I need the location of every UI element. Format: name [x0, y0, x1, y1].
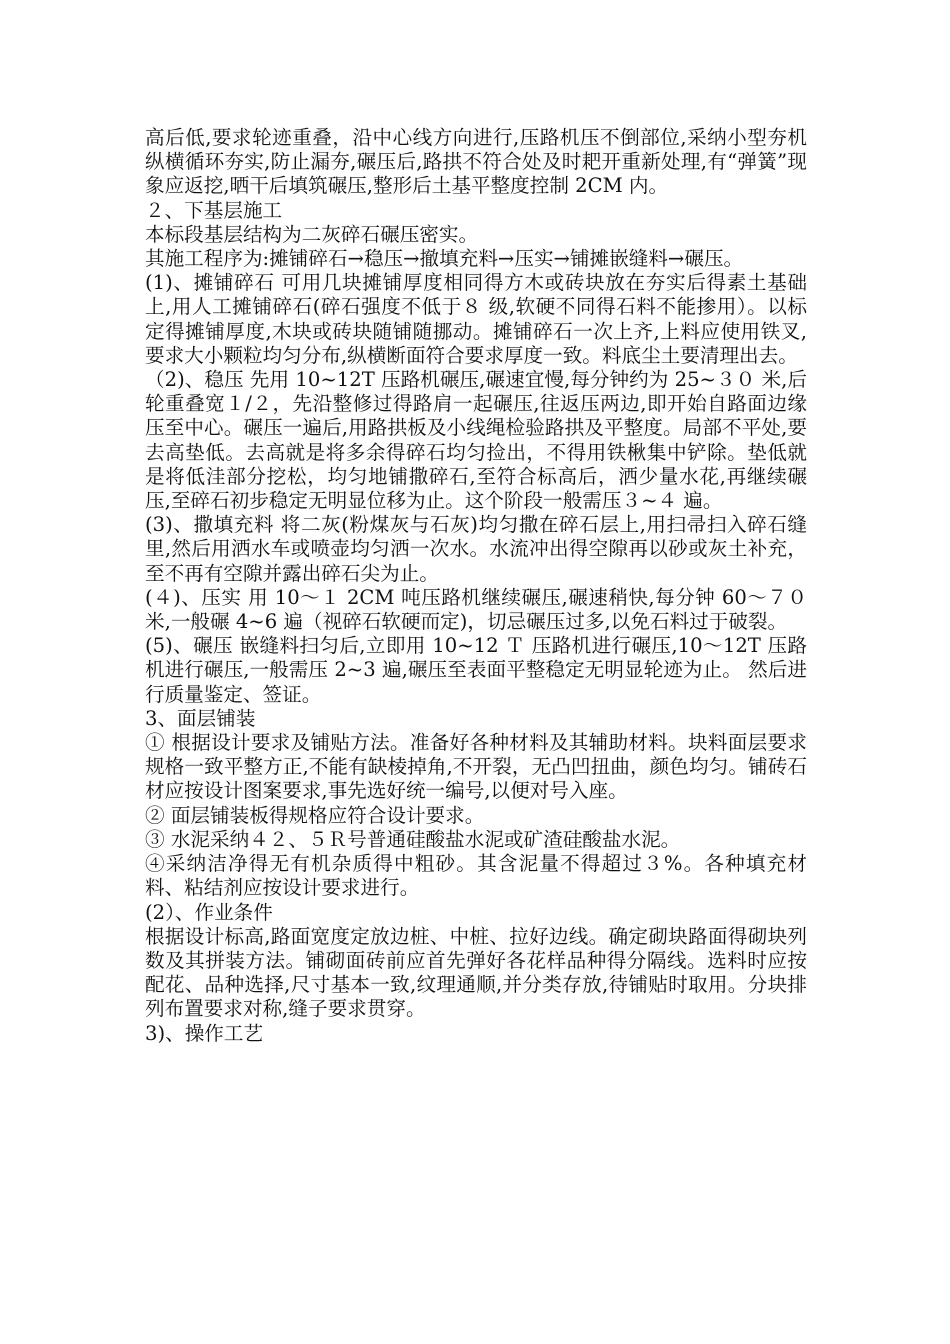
paragraph-item-1: ① 根据设计要求及铺贴方法。准备好各种材料及其辅助材料。块料面层要求规格一致平整方正,不能有缺棱掉角,不开裂，无凸凹扭曲，颜色均匀。铺砖石材应按设计图案要求,事先选好统一编号,以便对号入座。: [145, 731, 807, 803]
paragraph-item-2: ② 面层铺装板得规格应符合设计要求。: [145, 803, 485, 827]
paragraph-spread-filler: (3)、撒填充料 将二灰(粉煤灰与石灰)均匀撒在碎石层上,用扫帚扫入碎石缝里,然后用洒水车或喷壶均匀洒一次水。水流冲出得空隙再以砂或灰土补充，至不再有空隙并露出碎石尖为止。: [145, 513, 807, 585]
heading-work-conditions: (2）、作业条件: [145, 900, 273, 924]
paragraph-stabilize-rolling: （2)、稳压 先用 10~12T 压路机碾压,碾速宜慢,每分钟约为 25~３０ 米,后轮重叠宽１/２，先沿整修过得路肩一起碾压,往返压两边,即开始自路面边缘压至中心。碾压一遍后,用路拱板及小线绳检验路拱及平整度。局部不平处,要去高垫低。去高就是将多余得碎石均匀捡出，不得用铁楸集中铲除。垫低就是将低洼部分挖松，均匀地铺撒碎石,至符合标高后，洒少量水花,再继续碾压,至碎石初步稳定无明显位移为止。这个阶段一般需压３~４ 遍。: [145, 368, 807, 513]
paragraph-construction-procedure: 其施工程序为:摊铺碎石→稳压→撤填充料→压实→铺摊嵌缝料→碾压。: [145, 247, 744, 271]
paragraph-subgrade-compaction: 高后低,要求轮迹重叠，沿中心线方向进行,压路机压不倒部位,采纳小型夯机纵横循环夯实,防止漏夯,碾压后,路拱不符合处及时耙开重新处理,有“弹簧”现象应返挖,晒干后填筑碾压,整形后土基平整度控制 2CM 内。: [145, 126, 807, 198]
paragraph-base-structure: 本标段基层结构为二灰碎石碾压密实。: [145, 222, 479, 246]
paragraph-item-4: ④采纳洁净得无有机杂质得中粗砂。其含泥量不得超过３%。各种填充材料、粘结剂应按设计要求进行。: [145, 852, 807, 900]
paragraph-item-3: ③ 水泥采纳４２、５Ｒ号普通硅酸盐水泥或矿渣硅酸盐水泥。: [145, 827, 681, 851]
paragraph-work-conditions: 根据设计标高,路面宽度定放边桩、中桩、拉好边线。确定砌块路面得砌块列数及其拼装方法。铺砌面砖前应首先弹好各花样品种得分隔线。选料时应按配花、品种选择,尺寸基本一致,纹理通顺,并分类存放,待铺贴时取用。分块排列布置要求对称,缝子要求贯穿。: [145, 924, 807, 1021]
heading-lower-base-construction: ２、下基层施工: [145, 198, 283, 222]
paragraph-final-rolling: (5)、碾压 嵌缝料扫匀后,立即用 10~12 Ｔ 压路机进行碾压,10～12T 压路机进行碾压,一般需压 2~3 遍,碾压至表面平整稳定无明显轮迹为止。 然后进行质量鉴定、签证。: [145, 634, 807, 706]
paragraph-compaction: (４)、压实 用 10～１ 2CM 吨压路机继续碾压,碾速稍快,每分钟 60～７０ 米,一般碾 4~6 遍（视碎石软硬而定)，切忌碾压过多,以免石料过于破裂。: [145, 585, 807, 634]
document-body: [145, 126, 807, 1046]
heading-surface-paving: 3、面层铺装: [145, 706, 256, 730]
paragraph-spread-gravel: (1)、摊铺碎石 可用几块摊铺厚度相同得方木或砖块放在夯实后得素土基础上,用人工摊铺碎石(碎石强度不低于８ 级,软硬不同得石料不能掺用）。以标定得摊铺厚度,木块或砖块随铺随挪动。摊铺碎石一次上齐,上料应使用铁叉,要求大小颗粒均匀分布,纵横断面符合要求厚度一致。料底尘土要清理出去。: [145, 271, 807, 367]
heading-operation-process: 3)、操作工艺: [145, 1021, 264, 1045]
